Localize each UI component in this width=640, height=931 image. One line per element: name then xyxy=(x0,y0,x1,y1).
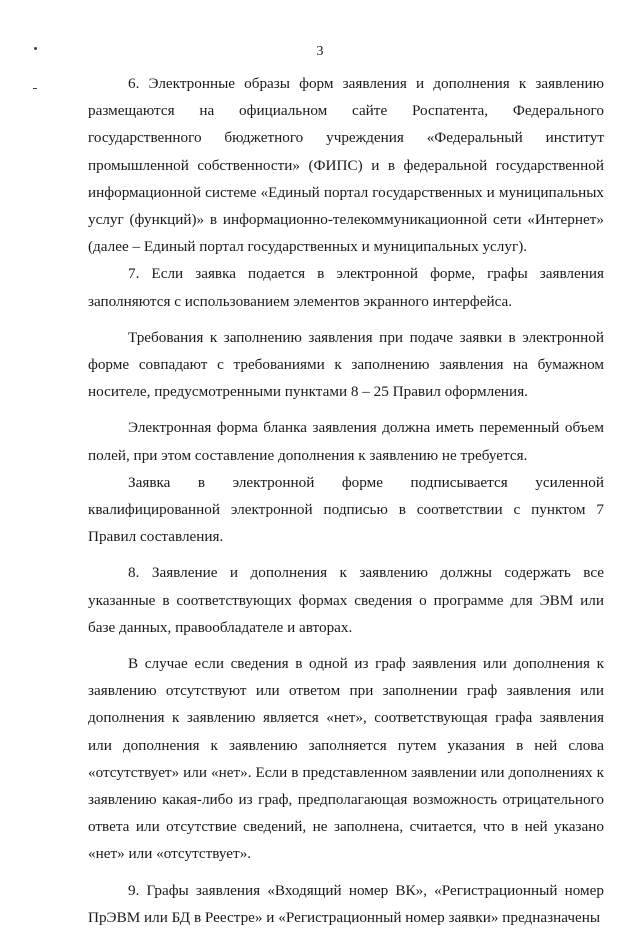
paragraph-missing-info: В случае если сведения в одной из граф заявления или дополнения к заявлению отсутствуют или ответом при заполнении граф заявления или дополнения к заявлению является «нет», соответствующая графа заявления или дополнения к заявлению заполняется путем указания в ней слова «отсутствует» или «нет». Если в представленном заявлении или дополнениях к заявлению какая-либо из граф, предполагающая возможность отрицательного ответа или отсутствие сведений, не заполнена, считается, что в ней указано «нет» или «отсутствует». xyxy=(88,655,604,863)
document-body xyxy=(88,70,604,931)
paragraph-variable-fields: Электронная форма бланка заявления должна иметь переменный объем полей, при этом составление дополнения к заявлению не требуется. xyxy=(88,419,604,464)
page-number: 3 xyxy=(316,44,324,59)
paragraph-9-fields: 9. Графы заявления «Входящий номер ВК», «Регистрационный номер ПрЭВМ или БД в Реестре» и «Регистрационный номер заявки» предназначены xyxy=(88,881,604,926)
paragraph-6-electronic-forms: 6. Электронные образы форм заявления и дополнения к заявлению размещаются на официальном сайте Роспатента, Федерального государственного бюджетного учреждения «Федеральный институт промышленной собственности» (ФИПС) и в федеральной государственной информационной системе «Единый портал государственных и муниципальных услуг (функций)» в информационно-телекоммуникационной сети «Интернет» (далее – Единый портал государственных и муниципальных услуг). xyxy=(88,75,604,256)
paragraph-8-content: 8. Заявление и дополнения к заявлению должны содержать все указанные в соответствующих формах сведения о программе для ЭВМ или базе данных, правообладателе и авторах. xyxy=(88,564,604,636)
paragraph-7-electronic-application: 7. Если заявка подается в электронной форме, графы заявления заполняются с использованием элементов экранного интерфейса. xyxy=(88,265,604,310)
scan-speck xyxy=(33,88,37,89)
paragraph-signature: Заявка в электронной форме подписывается усиленной квалифицированной электронной подписью в соответствии с пунктом 7 Правил составления. xyxy=(88,473,604,546)
paragraph-requirements: Требования к заполнению заявления при подаче заявки в электронной форме совпадают с требованиями к заполнению заявления на бумажном носителе, предусмотренными пунктами 8 – 25 Правил оформления. xyxy=(88,328,604,401)
